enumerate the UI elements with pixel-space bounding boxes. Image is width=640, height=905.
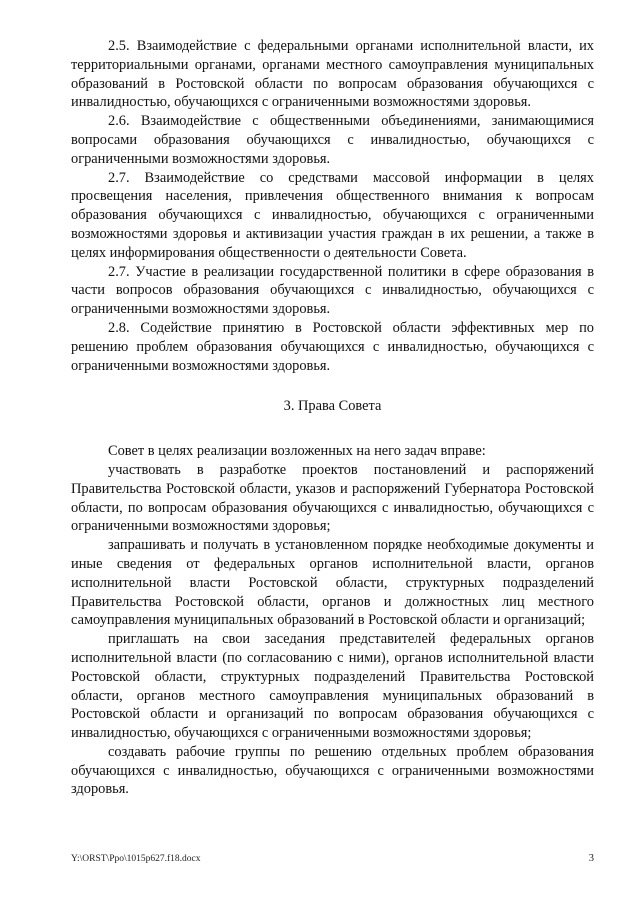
paragraph-2-7-policy: 2.7. Участие в реализации государственной политики в сфере образования в части вопросов образования обучающихся с инвалидностью, обучающихся с ограниченными возможностями здоровья. bbox=[71, 263, 594, 318]
section-heading: 3. Права Совета bbox=[283, 398, 382, 415]
right-invite: приглашать на свои заседания представителей федеральных органов исполнительной власти (по согласованию с ними), органов исполнительной власти Ростовской области, структурных подразделений Правительства Ростовской области, органов местного самоуправления муниципальных образований в Ростовской области и организаций по вопросам образования обучающихся с инвалидностью, обучающихся с ограниченными возможностями здоровья; bbox=[71, 631, 594, 742]
paragraph-2-7-media: 2.7. Взаимодействие со средствами массовой информации в целях просвещения населения, привлечения общественного внимания к вопросам образования обучающихся с инвалидностью, обучающихся с ограниченными возможностями здоровья и активизации участия граждан в их решении, а также в целях информирования общественности о деятельности Совета. bbox=[71, 169, 594, 261]
footer-file-path: Y:\ORST\Ppo\1015p627.f18.docx bbox=[71, 854, 201, 864]
paragraph-2-8: 2.8. Содействие принятию в Ростовской области эффективных мер по решению проблем образования обучающихся с инвалидностью, обучающихся с ограниченными возможностями здоровья. bbox=[71, 319, 594, 374]
right-request: запрашивать и получать в установленном порядке необходимые документы и иные сведения от федеральных органов исполнительной власти, органов исполнительной власти Ростовской области, структурных подразделений Правительства Ростовской области, органов и должностных лиц местного самоуправления муниципальных образований в Ростовской области и организаций; bbox=[71, 537, 594, 629]
paragraph-2-6: 2.6. Взаимодействие с общественными объединениями, занимающимися вопросами образования обучающихся с инвалидностью, обучающихся с ограниченными возможностями здоровья. bbox=[71, 113, 594, 167]
section-intro: Совет в целях реализации возложенных на него задач вправе: bbox=[108, 443, 486, 460]
document-body bbox=[71, 37, 594, 799]
page-number: 3 bbox=[588, 853, 594, 864]
right-working-groups: создавать рабочие группы по решению отдельных проблем образования обучающихся с инвалидностью, обучающихся с ограниченными возможностями здоровья. bbox=[71, 743, 594, 798]
paragraph-2-5: 2.5. Взаимодействие с федеральными органами исполнительной власти, их территориальными органами, органами местного самоуправления муниципальных образований в Ростовской области по вопросам образования обучающихся с инвалидностью, обучающихся с ограниченными возможностями здоровья. bbox=[71, 38, 594, 111]
right-participate: участвовать в разработке проектов постановлений и распоряжений Правительства Ростовской области, указов и распоряжений Губернатора Ростовской области, по вопросам образования обучающихся с инвалидностью, обучающихся с ограниченными возможностями здоровья; bbox=[71, 461, 594, 535]
